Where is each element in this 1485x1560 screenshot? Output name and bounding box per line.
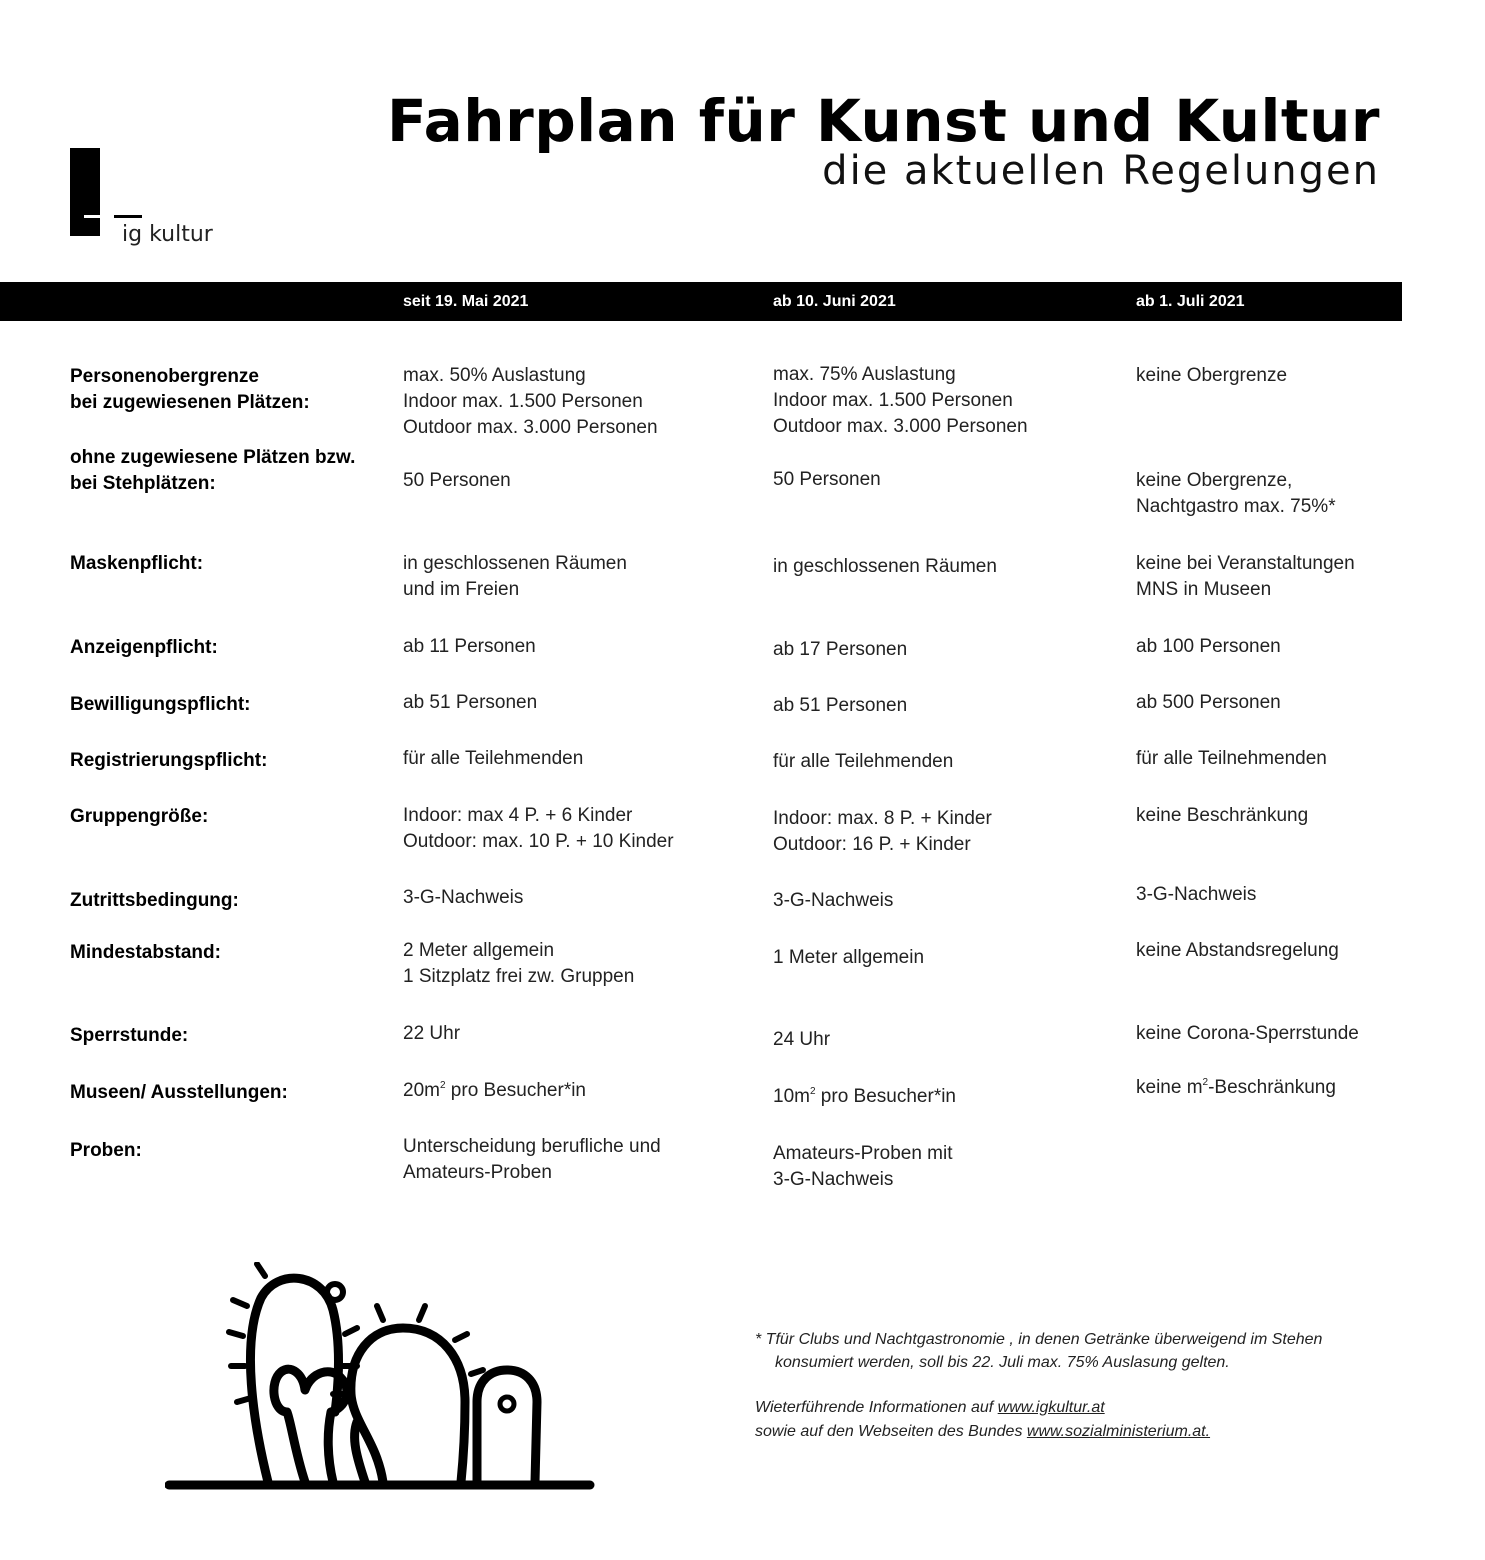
row-label-anzeigenpflicht: Anzeigenpflicht: (70, 637, 218, 658)
column-header-july: ab 1. Juli 2021 (1136, 293, 1245, 310)
superscript-squared: 2 (1202, 1077, 1209, 1088)
footnote-line-2: konsumiert werden, soll bis 22. Juli max. 75% Auslasung gelten. (775, 1354, 1230, 1371)
more-info-pre: Wieterführende Informationen auf (755, 1399, 998, 1416)
cell-stehplaetze-july: keine Obergrenze, Nachtgastro max. 75%* (1136, 470, 1336, 517)
row-label-personenobergrenze: Personenobergrenze bei zugewiesenen Plätzen: (70, 366, 310, 413)
footnote (755, 1328, 1322, 1374)
row-label-gruppengroesse: Gruppengröße: (70, 806, 209, 827)
superscript-squared: 2 (809, 1086, 816, 1097)
logo-dash (114, 215, 142, 218)
cell-anzeigenpflicht-july: ab 100 Personen (1136, 636, 1281, 657)
more-info (755, 1396, 1210, 1444)
igkultur-link[interactable]: www.igkultur.at (997, 1399, 1105, 1416)
cell-bewilligungspflicht-july: ab 500 Personen (1136, 692, 1281, 713)
row-label-bewilligungspflicht: Bewilligungspflicht: (70, 694, 251, 715)
cell-personenobergrenze-july: keine Obergrenze (1136, 365, 1288, 386)
cell-gruppengroesse-june: Indoor: max. 8 P. + Kinder Outdoor: 16 P. + Kinder (773, 808, 992, 855)
cell-museen-june (773, 1084, 956, 1110)
flower-round (500, 1397, 514, 1411)
logo-notch (84, 215, 100, 218)
column-header-bar (0, 282, 1402, 321)
cell-bewilligungspflicht-june: ab 51 Personen (773, 695, 908, 716)
superscript-squared: 2 (439, 1080, 446, 1091)
cell-proben-june: Amateurs-Proben mit 3-G-Nachweis (773, 1143, 953, 1190)
cell-stehplaetze-may: 50 Personen (403, 470, 511, 491)
cell-sperrstunde-may: 22 Uhr (403, 1023, 461, 1044)
row-label-proben: Proben: (70, 1140, 142, 1161)
cell-gruppengroesse-july: keine Beschränkung (1136, 805, 1309, 826)
round-cactus (477, 1370, 537, 1482)
footnote-line-1: * Tfür Clubs und Nachtgastronomie , in denen Getränke überweigend im Stehen (755, 1331, 1323, 1348)
cell-registrierungspflicht-july: für alle Teilnehmenden (1136, 748, 1327, 769)
cell-museen-july (1136, 1075, 1336, 1101)
cell-museen-may-post: pro Besucher*in (445, 1080, 586, 1101)
row-label-maskenpflicht: Maskenpflicht: (70, 553, 204, 574)
row-label-museen: Museen/ Ausstellungen: (70, 1082, 288, 1103)
cell-sperrstunde-july: keine Corona-Sperrstunde (1136, 1023, 1359, 1044)
cactus-illustration-icon (165, 1262, 595, 1494)
cell-museen-july-post: -Beschränkung (1208, 1077, 1336, 1098)
cell-maskenpflicht-june: in geschlossenen Räumen (773, 556, 997, 577)
row-label-mindestabstand: Mindestabstand: (70, 942, 221, 963)
cell-gruppengroesse-may: Indoor: max 4 P. + 6 Kinder Outdoor: max. 10 P. + 10 Kinder (403, 805, 674, 852)
cell-zutrittsbedingung-july: 3-G-Nachweis (1136, 884, 1257, 905)
medium-cactus (351, 1328, 465, 1482)
cell-sperrstunde-june: 24 Uhr (773, 1029, 831, 1050)
cell-anzeigenpflicht-may: ab 11 Personen (403, 636, 536, 657)
column-header-may: seit 19. Mai 2021 (403, 293, 529, 310)
cell-maskenpflicht-may: in geschlossenen Räumen und im Freien (403, 553, 627, 600)
cell-mindestabstand-may: 2 Meter allgemein 1 Sitzplatz frei zw. Gruppen (403, 940, 635, 987)
cell-maskenpflicht-july: keine bei Veranstaltungen MNS in Museen (1136, 553, 1355, 600)
row-label-zutrittsbedingung: Zutrittsbedingung: (70, 890, 239, 911)
cell-proben-may: Unterscheidung berufliche und Amateurs-Proben (403, 1136, 661, 1183)
cell-personenobergrenze-june: max. 75% Auslastung Indoor max. 1.500 Personen Outdoor max. 3.000 Personen (773, 364, 1028, 437)
cell-museen-may (403, 1078, 586, 1104)
more-info-line2-pre: sowie auf den Webseiten des Bundes (755, 1423, 1027, 1440)
column-header-june: ab 10. Juni 2021 (773, 293, 896, 310)
page-title: Fahrplan für Kunst und Kultur (386, 86, 1380, 155)
cell-museen-may-pre: 20m (403, 1080, 440, 1101)
more-info-line-1 (755, 1396, 1210, 1420)
page-subtitle: die aktuellen Regelungen (822, 148, 1380, 194)
cell-personenobergrenze-may: max. 50% Auslastung Indoor max. 1.500 Personen Outdoor max. 3.000 Personen (403, 365, 658, 438)
cell-mindestabstand-june: 1 Meter allgemein (773, 947, 925, 968)
logo-text: ig kultur (122, 222, 213, 247)
sozialministerium-link[interactable]: www.sozialministerium.at. (1026, 1423, 1211, 1440)
cell-registrierungspflicht-may: für alle Teilehmenden (403, 748, 584, 769)
row-label-sperrstunde: Sperrstunde: (70, 1025, 189, 1046)
cell-zutrittsbedingung-may: 3-G-Nachweis (403, 887, 524, 908)
more-info-line-2 (755, 1420, 1210, 1444)
cell-registrierungspflicht-june: für alle Teilehmenden (773, 751, 954, 772)
cell-anzeigenpflicht-june: ab 17 Personen (773, 639, 908, 660)
cell-museen-july-pre: keine m (1136, 1077, 1203, 1098)
cell-zutrittsbedingung-june: 3-G-Nachweis (773, 890, 894, 911)
cell-mindestabstand-july: keine Abstandsregelung (1136, 940, 1339, 961)
row-label-registrierungspflicht: Registrierungspflicht: (70, 750, 268, 771)
flower-top (327, 1284, 343, 1300)
cell-bewilligungspflicht-may: ab 51 Personen (403, 692, 538, 713)
row-label-stehplaetze: ohne zugewiesene Plätzen bzw. bei Stehplätzen: (70, 447, 356, 494)
logo-bar (70, 148, 100, 236)
cell-museen-june-pre: 10m (773, 1086, 810, 1107)
cell-museen-june-post: pro Besucher*in (815, 1086, 956, 1107)
ig-kultur-logo (70, 148, 240, 258)
cell-stehplaetze-june: 50 Personen (773, 469, 881, 490)
